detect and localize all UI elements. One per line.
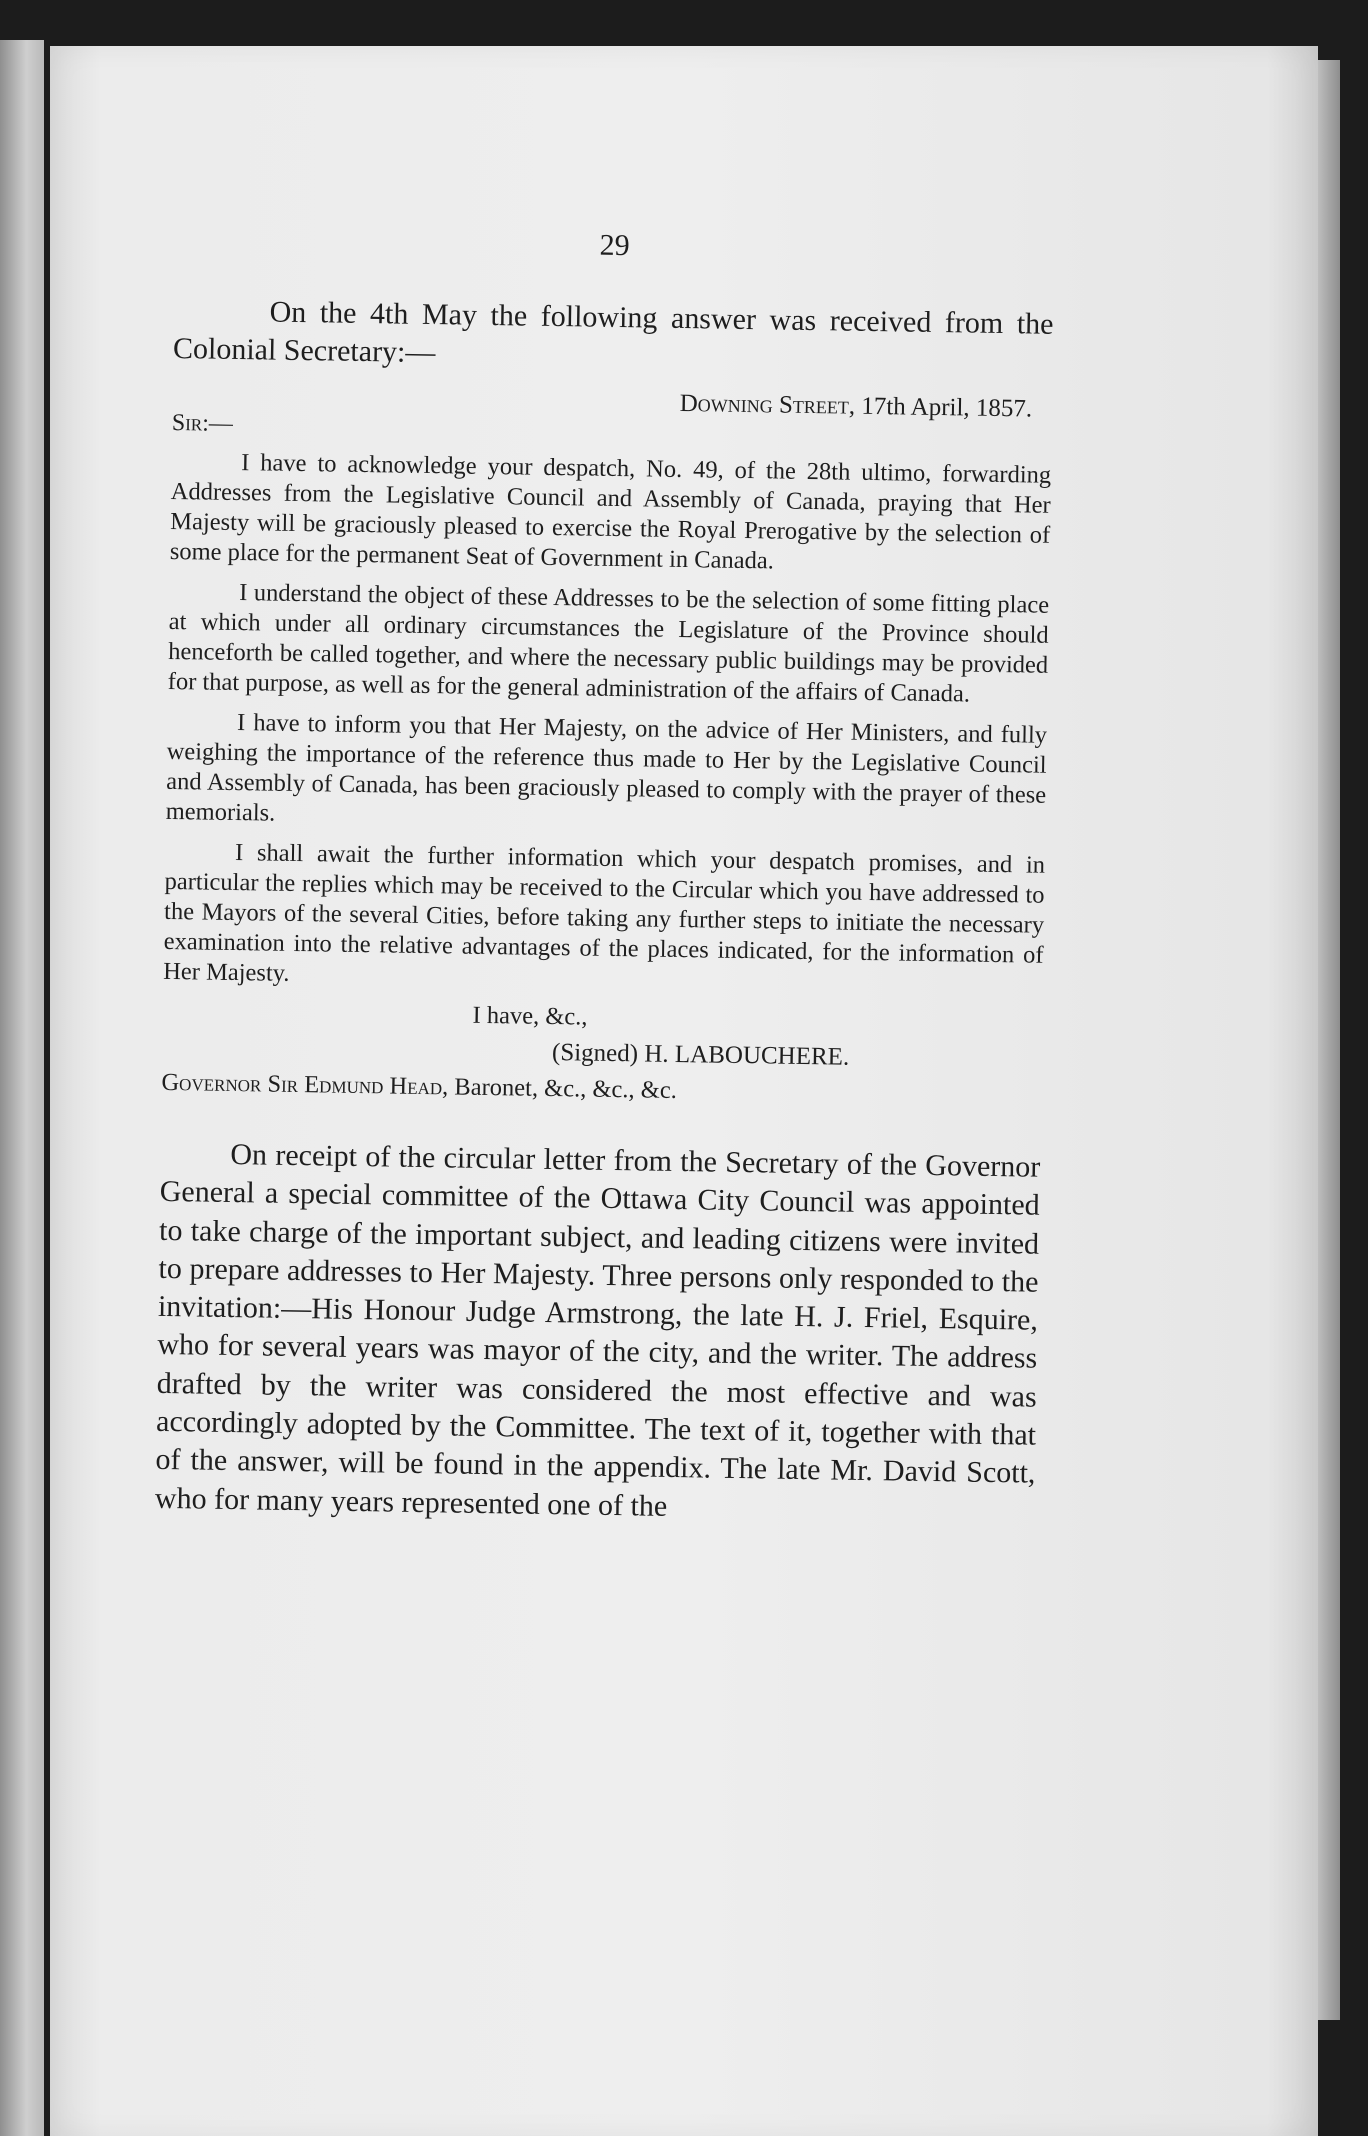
page-content xyxy=(155,222,1055,1532)
letter-paragraph: I have to inform you that Her Majesty, on the advice of Her Ministers, and fully weighing the importance of the reference thus made to Her by the Legislative Council and Assembly of Canada, has been graciously pleased to comply with the prayer of these memorials. xyxy=(165,709,1048,827)
letter-place: Downing Street, xyxy=(679,389,856,420)
letter-paragraph: I shall await the further information which your despatch promises, and in particular the replies which may be received to the Circular which you have addressed to the Mayors of the several Cities, before taking any further steps to initiate the necessary examination into the relative advantages of the places indicated, for the information of Her Majesty. xyxy=(163,839,1046,987)
letter-paragraph: I have to acknowledge your despatch, No. 49, of the 28th ultimo, forwarding Addresses from the Legislative Council and Assembly of Canada, praying that Her Majesty will be graciously pleased to exercise the Royal Prerogative by the selection of some place for the permanent Seat of Government in Canada. xyxy=(169,449,1052,575)
letter-signature xyxy=(552,1039,1042,1075)
letter-salutation: Sir:— xyxy=(171,409,234,437)
signer-name: H. LABOUCHERE. xyxy=(644,1040,850,1071)
letter-date: 17th April, 1857. xyxy=(861,392,1033,423)
facing-page-edge xyxy=(0,40,44,2136)
intro-paragraph: On the 4th May the following answer was received from the Colonial Secretary:— xyxy=(172,295,1054,370)
signed-label: (Signed) xyxy=(551,1039,639,1068)
letter-recipient xyxy=(161,1069,1041,1111)
letter-closing: I have, &c., xyxy=(472,1001,588,1031)
recipient-title: Baronet, &c., &c., &c. xyxy=(454,1073,678,1104)
page-stack-edge xyxy=(1318,60,1340,2020)
page-number: 29 xyxy=(599,228,630,263)
recipient-name: Governor Sir Edmund Head, xyxy=(161,1068,449,1101)
letter-paragraph: I understand the object of these Addresses to be the selection of some fitting place at which under all ordinary circumstances the Legislature of the Province should henceforth be called together, and where the necessary public buildings may be provided for that purpose, as well as for the general administration of the affairs of Canada. xyxy=(167,579,1050,708)
body-paragraph: On receipt of the circular letter from the Secretary of the Governor General a special committee of the Ottawa City Council was appointed to take charge of the important subject, and leading citizens were invited to prepare addresses to Her Majesty. Three persons only responded to the invitation:—His Honour Judge Armstrong, the late H. J. Friel, Esquire, who for several years was mayor of the city, and the writer. The address drafted by the writer was considered the most effective and was accordingly adopted by the Committee. The text of it, together with that of the answer, will be found in the appendix. The late Mr. David Scott, who for many years represented one of the xyxy=(154,1137,1041,1523)
